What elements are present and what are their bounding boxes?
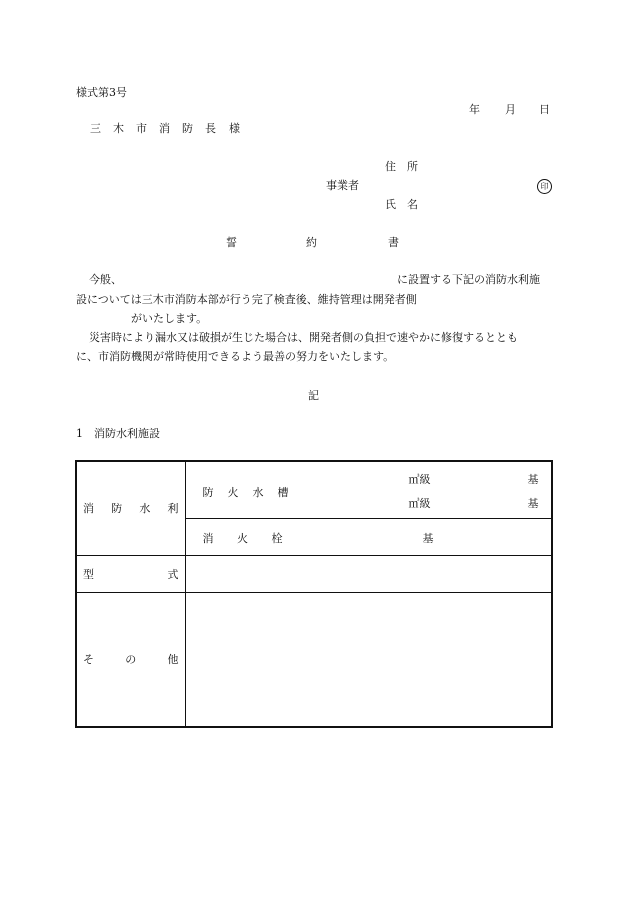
table-row (76, 592, 552, 727)
hydrant-label: 消 火 栓 (202, 531, 283, 545)
date-day-label: 日 (539, 103, 550, 116)
fire-water-label-cell (76, 461, 185, 555)
hydrant-count: 基 (422, 531, 434, 545)
other-label-cell (76, 592, 185, 727)
date-year-label: 年 (469, 103, 480, 116)
table-row (76, 555, 552, 592)
tank-count-1: 基 (527, 473, 539, 486)
type-value-cell (185, 555, 552, 592)
date-month-label: 月 (505, 103, 516, 116)
other-value-cell (185, 592, 552, 727)
fire-tank-label: 防 火 水 槽 (202, 486, 289, 499)
type-label-cell (76, 555, 185, 592)
facility-table (75, 460, 553, 728)
fire-water-label: 消 防 水 利 (83, 502, 179, 516)
hydrant-cell (185, 518, 552, 555)
type-label: 型 式 (83, 567, 179, 581)
form-number: 様式第3号 (76, 86, 127, 99)
seal-mark: 印 (537, 179, 552, 194)
fire-tank-cell (185, 461, 552, 518)
section-heading: 1 消防水利施設 (76, 427, 160, 440)
table-row (76, 461, 552, 518)
tank-unit-2: ㎥級 (408, 497, 431, 510)
other-label: そ の 他 (83, 653, 179, 667)
ki-mark: 記 (308, 389, 319, 402)
tank-unit-1: ㎥級 (408, 473, 431, 486)
operator-label: 事業者 (326, 179, 359, 192)
tank-count-2: 基 (527, 497, 539, 510)
